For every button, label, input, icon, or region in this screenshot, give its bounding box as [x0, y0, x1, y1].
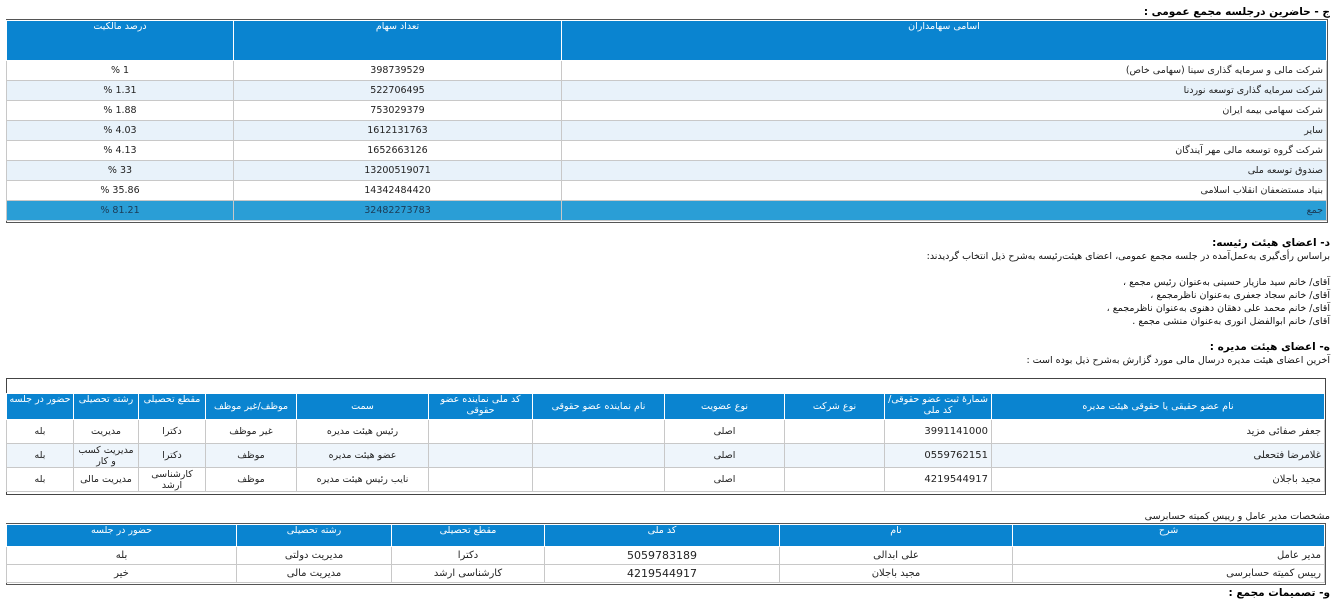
degree: کارشناسی ارشد	[392, 565, 545, 583]
duty-status: غیر موظف	[206, 420, 297, 444]
table-row	[7, 565, 1325, 583]
header-field: رشته تحصیلی	[237, 525, 392, 547]
shareholder-name: شرکت سهامی بیمه ایران	[562, 101, 1327, 121]
representative-name	[533, 420, 665, 444]
membership-type: اصلی	[665, 468, 785, 492]
member-attendance: بله	[7, 444, 74, 468]
shareholder-name: سایر	[562, 121, 1327, 141]
member-role: نایب رئیس هیئت مدیره	[297, 468, 429, 492]
header-attendance: حضور در جلسه	[7, 525, 237, 547]
national-id: 5059783189	[545, 547, 780, 565]
field-of-study: مدیریت مالی	[237, 565, 392, 583]
representative-id	[429, 420, 533, 444]
member-name: غلامرضا فتحعلی	[992, 444, 1325, 468]
board-table-frame	[6, 378, 1326, 495]
member-id: 0559762151	[885, 444, 992, 468]
header-attendance: حضور در جلسه	[7, 394, 74, 420]
member-id: 4219544917	[885, 468, 992, 492]
header-degree: مقطع تحصیلی	[139, 394, 206, 420]
table-row	[7, 181, 1327, 201]
header-field: رشته تحصیلی	[74, 394, 139, 420]
ownership-percent: 1.31 %	[7, 81, 234, 101]
representative-name	[533, 444, 665, 468]
member-name: جعفر صفائی مزید	[992, 420, 1325, 444]
header-ownership-percent: درصد مالکیت	[7, 21, 234, 61]
assembly-decisions-title: و- تصمیمات مجمع :	[1228, 587, 1330, 599]
member-attendance: بله	[7, 468, 74, 492]
board-directors-title: ه- اعضای هیئت مدیره :	[1209, 341, 1330, 353]
shareholder-name: شرکت گروه توسعه مالی مهر آیندگان	[562, 141, 1327, 161]
header-member-name: نام عضو حقیقی یا حقوقی هیئت مدیره	[992, 394, 1325, 420]
attendees-table	[6, 20, 1327, 221]
position-description: رییس کمیته حسابرسی	[1013, 565, 1325, 583]
member-attendance: بله	[7, 420, 74, 444]
share-count: 14342484420	[234, 181, 562, 201]
share-count: 398739529	[234, 61, 562, 81]
ownership-percent: 35.86 %	[7, 181, 234, 201]
member-id: 3991141000	[885, 420, 992, 444]
attendance: بله	[7, 547, 237, 565]
presiding-member-line: آقای/ خانم ابوالفضل انوری به‌عنوان منشی مجمع .	[1132, 316, 1330, 327]
share-count: 1612131763	[234, 121, 562, 141]
attendees-table-frame	[6, 19, 1328, 223]
presiding-board-intro: براساس رأی‌گیری به‌عمل‌آمده در جلسه مجمع عمومی، اعضای هیئت‌رئیسه به‌شرح ذیل انتخاب گردیدند:	[926, 251, 1330, 262]
header-share-count: تعداد سهام	[234, 21, 562, 61]
ownership-percent: 4.13 %	[7, 141, 234, 161]
ceo-audit-title: مشخصات مدیر عامل و رییس کمیته حسابرسی	[1144, 511, 1330, 522]
member-field: مدیریت کسب و کار	[74, 444, 139, 468]
duty-status: موظف	[206, 468, 297, 492]
header-member-id: شمارهٔ ثبت عضو حقوقی/کد ملی	[885, 394, 992, 420]
ownership-percent: 4.03 %	[7, 121, 234, 141]
board-table	[6, 393, 1325, 492]
header-representative-name: نام نماینده عضو حقوقی	[533, 394, 665, 420]
table-row	[7, 81, 1327, 101]
share-count: 13200519071	[234, 161, 562, 181]
member-degree: کارشناسی ارشد	[139, 468, 206, 492]
table-row	[7, 141, 1327, 161]
presiding-member-line: آقای/ خانم محمد علی دهقان دهنوی به‌عنوان ناظرمجمع ،	[1106, 303, 1330, 314]
header-role: سمت	[297, 394, 429, 420]
header-national-id: کد ملی	[545, 525, 780, 547]
member-role: عضو هیئت مدیره	[297, 444, 429, 468]
total-ownership-percent: 81.21 %	[7, 201, 234, 221]
ownership-percent: 33 %	[7, 161, 234, 181]
header-company-type: نوع شرکت	[785, 394, 885, 420]
attendees-section-title: ج - حاضرین درجلسه مجمع عمومی :	[1143, 6, 1330, 18]
attendance: خیر	[7, 565, 237, 583]
company-type	[785, 468, 885, 492]
presiding-member-line: آقای/ خانم سجاد جعفری به‌عنوان ناظرمجمع ،	[1150, 290, 1330, 301]
duty-status: موظف	[206, 444, 297, 468]
ceo-table-frame	[6, 523, 1326, 585]
board-directors-intro: آخرین اعضای هیئت مدیره درسال مالی مورد گزارش به‌شرح ذیل بوده است :	[1026, 355, 1330, 366]
header-description: شرح	[1013, 525, 1325, 547]
total-share-count: 32482273783	[234, 201, 562, 221]
company-type	[785, 444, 885, 468]
header-representative-id: کد ملی نماینده عضو حقوقی	[429, 394, 533, 420]
share-count: 522706495	[234, 81, 562, 101]
member-role: رئیس هیئت مدیره	[297, 420, 429, 444]
table-row	[7, 420, 1325, 444]
person-name: علی ابدالی	[780, 547, 1013, 565]
table-row	[7, 161, 1327, 181]
share-count: 753029379	[234, 101, 562, 121]
member-name: مجید باجلان	[992, 468, 1325, 492]
ownership-percent: 1 %	[7, 61, 234, 81]
membership-type: اصلی	[665, 420, 785, 444]
degree: دکترا	[392, 547, 545, 565]
representative-id	[429, 468, 533, 492]
header-degree: مقطع تحصیلی	[392, 525, 545, 547]
presiding-member-line: آقای/ خانم سید مازیار حسینی به‌عنوان رئیس مجمع ،	[1123, 277, 1330, 288]
member-degree: دکترا	[139, 420, 206, 444]
shareholder-name: شرکت سرمایه گذاری توسعه نوردنا	[562, 81, 1327, 101]
table-row	[7, 121, 1327, 141]
shareholder-name: صندوق توسعه ملی	[562, 161, 1327, 181]
share-count: 1652663126	[234, 141, 562, 161]
total-label: جمع	[562, 201, 1327, 221]
table-row	[7, 101, 1327, 121]
representative-name	[533, 468, 665, 492]
header-duty-status: موظف/غیر موظف	[206, 394, 297, 420]
header-name: نام	[780, 525, 1013, 547]
field-of-study: مدیریت دولتی	[237, 547, 392, 565]
header-shareholder-names: اسامی سهامداران	[562, 21, 1327, 61]
shareholder-name: شرکت مالی و سرمایه گذاری سینا (سهامی خاص)	[562, 61, 1327, 81]
table-row	[7, 547, 1325, 565]
table-row	[7, 61, 1327, 81]
ownership-percent: 1.88 %	[7, 101, 234, 121]
ceo-table	[6, 524, 1325, 583]
total-row	[7, 201, 1327, 221]
position-description: مدیر عامل	[1013, 547, 1325, 565]
company-type	[785, 420, 885, 444]
shareholder-name: بنیاد مستضعفان انقلاب اسلامی	[562, 181, 1327, 201]
presiding-board-title: د- اعضای هیئت رئیسه:	[1212, 237, 1330, 249]
member-degree: دکترا	[139, 444, 206, 468]
member-field: مدیریت	[74, 420, 139, 444]
table-row	[7, 468, 1325, 492]
person-name: مجید باجلان	[780, 565, 1013, 583]
table-row	[7, 444, 1325, 468]
header-membership-type: نوع عضویت	[665, 394, 785, 420]
member-field: مدیریت مالی	[74, 468, 139, 492]
representative-id	[429, 444, 533, 468]
membership-type: اصلی	[665, 444, 785, 468]
national-id: 4219544917	[545, 565, 780, 583]
